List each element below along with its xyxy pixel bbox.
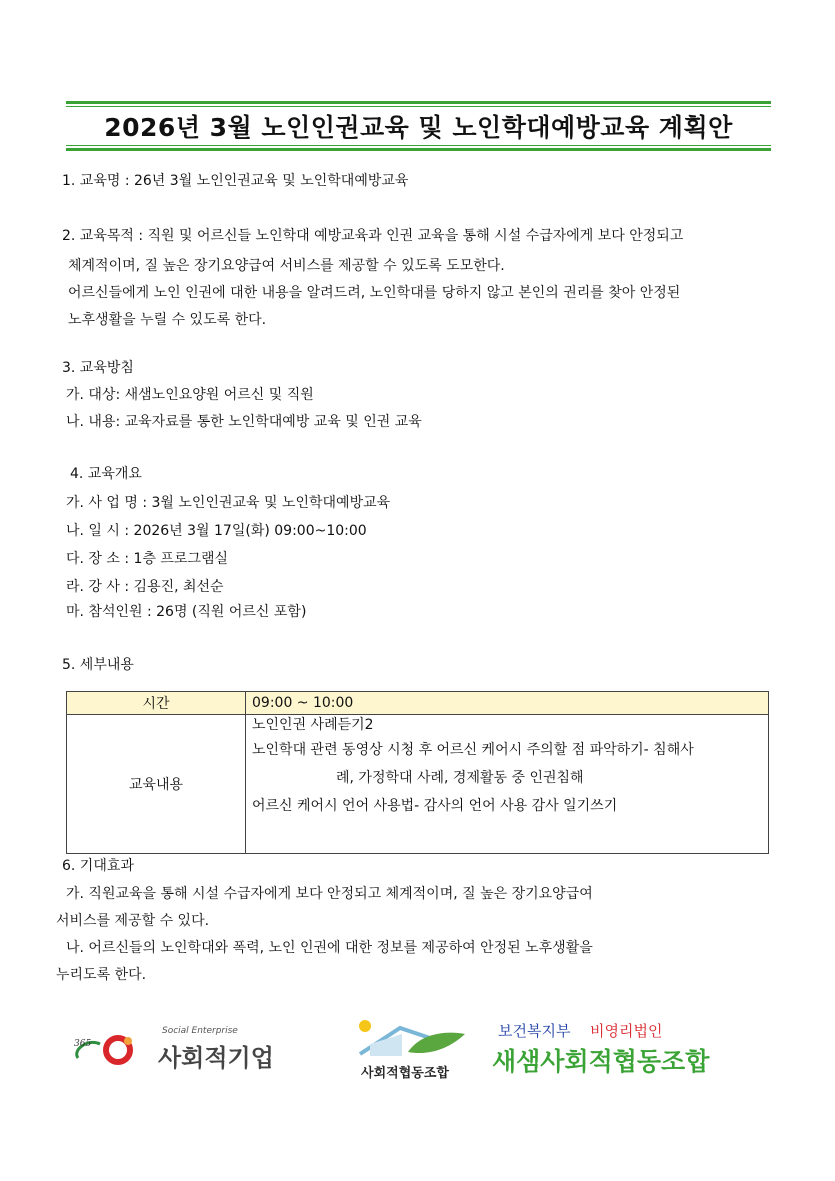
policy-content: 나. 내용: 교육자료를 통한 노인학대예방 교육 및 인권 교육 xyxy=(66,414,422,430)
svg-text:365: 365 xyxy=(74,1039,92,1049)
content-line: 어르신 케어시 언어 사용법- 감사의 언어 사용 감사 일기쓰기 xyxy=(252,798,618,814)
overview-place: 다. 장 소 : 1층 프로그램실 xyxy=(66,551,229,567)
document-title: 2026년 3월 노인인권교육 및 노인학대예방교육 계획안 xyxy=(104,113,733,142)
house-leaf-icon xyxy=(330,1014,480,1064)
content-label: 교육내용 xyxy=(67,715,246,854)
saesaem-logo xyxy=(490,1020,740,1080)
effect-a-line-2: 서비스를 제공할 수 있다. xyxy=(56,913,210,929)
purpose-line-3: 어르신들에게 노인 인권에 대한 내용을 알려드려, 노인학대를 당하지 않고 본인의 권리를 찾아 안정된 xyxy=(68,285,681,301)
table-row xyxy=(67,715,769,854)
purpose-line-2: 체계적이며, 질 높은 장기요양급여 서비스를 제공할 수 있도록 도모한다. xyxy=(68,258,505,274)
purpose-line-4: 노후생활을 누릴 수 있도록 한다. xyxy=(68,312,267,328)
time-value: 09:00 ~ 10:00 xyxy=(246,692,769,715)
table-row xyxy=(67,692,769,715)
effect-heading: 6. 기대효과 xyxy=(62,858,134,874)
policy-target: 가. 대상: 새샘노인요양원 어르신 및 직원 xyxy=(66,387,314,403)
document-title-box xyxy=(66,101,771,151)
overview-instructor: 라. 강 사 : 김용진, 최선순 xyxy=(66,579,224,595)
education-name: 1. 교육명 : 26년 3월 노인인권교육 및 노인학대예방교육 xyxy=(62,173,409,189)
purpose-line-1: 2. 교육목적 : 직원 및 어르신들 노인학대 예방교육과 인권 교육을 통해 시설 수급자에게 보다 안정되고 xyxy=(62,228,684,244)
overview-attendees: 마. 참석인원 : 26명 (직원 어르신 포함) xyxy=(66,604,307,620)
time-label: 시간 xyxy=(67,692,246,715)
content-line: 노인학대 관련 동영상 시청 후 어르신 케어시 주의할 점 파악하기- 침해사 xyxy=(252,742,694,758)
se-main-text: 사회적기업 xyxy=(158,1044,274,1072)
ministry-text: 보건복지부 xyxy=(498,1022,571,1040)
effect-b-line-1: 나. 어르신들의 노인학대와 폭력, 노인 인권에 대한 정보를 제공하여 안정된 노후생활을 xyxy=(66,940,593,956)
policy-heading: 3. 교육방침 xyxy=(62,360,134,376)
coop-text: 사회적협동조합 xyxy=(361,1066,449,1081)
logo-area xyxy=(0,1012,835,1082)
coop-logo xyxy=(330,1014,480,1084)
content-cell xyxy=(246,715,769,854)
content-line: 노인인권 사례듣기2 xyxy=(252,717,374,733)
org-name: 새샘사회적협동조합 xyxy=(492,1047,710,1076)
content-line: 례, 가정학대 사례, 경제활동 중 인권침해 xyxy=(336,770,584,786)
se-small-text: Social Enterprise xyxy=(162,1026,238,1036)
details-heading: 5. 세부내용 xyxy=(62,657,134,673)
details-table xyxy=(66,691,769,854)
nonprofit-text: 비영리법인 xyxy=(590,1022,663,1040)
overview-heading: 4. 교육개요 xyxy=(70,466,142,482)
social-enterprise-logo xyxy=(70,1020,310,1080)
effect-a-line-1: 가. 직원교육을 통해 시설 수급자에게 보다 안정되고 체계적이며, 질 높은 장기요양급여 xyxy=(66,886,593,902)
overview-project: 가. 사 업 명 : 3월 노인인권교육 및 노인학대예방교육 xyxy=(66,495,391,511)
effect-b-line-2: 누리도록 한다. xyxy=(56,967,147,983)
overview-datetime: 나. 일 시 : 2026년 3월 17일(화) 09:00~10:00 xyxy=(66,523,367,539)
